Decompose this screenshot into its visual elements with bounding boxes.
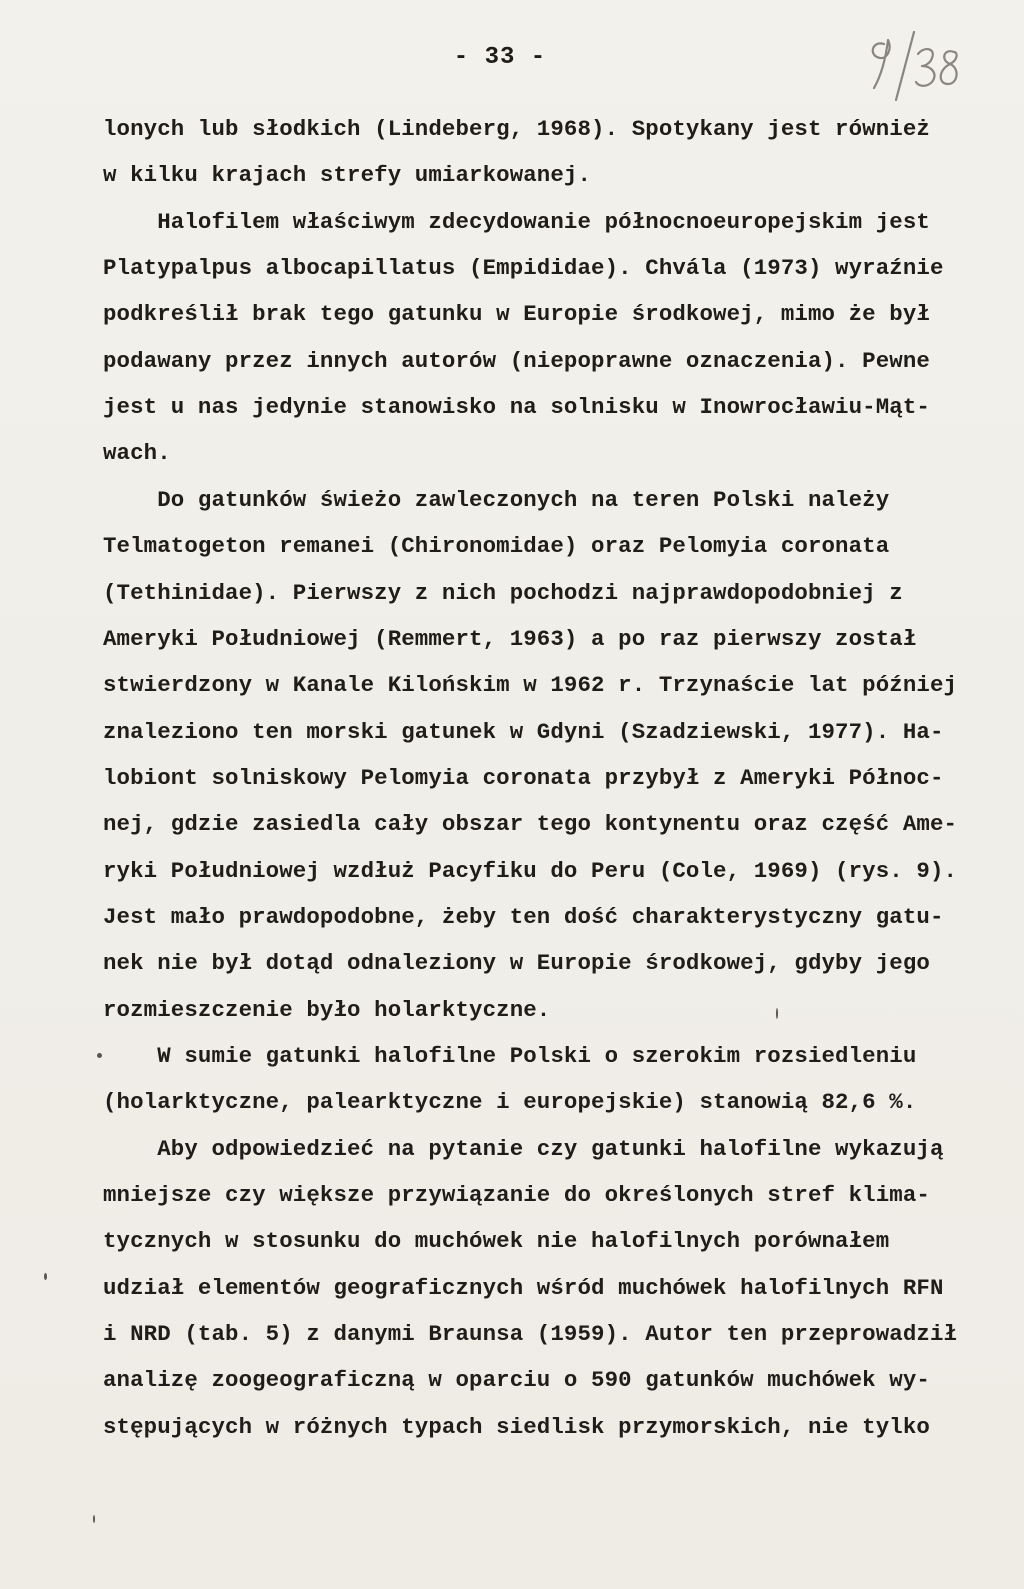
text-line: jest u nas jedynie stanowisko na solnisku w Inowrocławiu-Mąt- (103, 394, 930, 420)
page-number: - 33 - (453, 44, 547, 71)
text-line: nek nie był dotąd odnaleziony w Europie środkowej, gdyby jego (103, 950, 930, 976)
text-line: znaleziono ten morski gatunek w Gdyni (Szadziewski, 1977). Ha- (103, 719, 944, 745)
text-line: Jest mało prawdopodobne, żeby ten dość charakterystyczny gatu- (103, 904, 944, 930)
text-line: analizę zoogeograficzną w oparciu o 590 gatunków muchówek wy- (103, 1367, 930, 1393)
text-line: podkreślił brak tego gatunku w Europie środkowej, mimo że był (103, 301, 930, 327)
text-line: (holarktyczne, palearktyczne i europejskie) stanowią 82,6 %. (103, 1089, 917, 1115)
text-line: podawany przez innych autorów (niepoprawne oznaczenia). Pewne (103, 348, 930, 374)
text-line: lonych lub słodkich (Lindeberg, 1968). Spotykany jest również (103, 116, 930, 142)
text-line: Telmatogeton remanei (Chironomidae) oraz Pelomyia coronata (103, 533, 890, 559)
text-line: udział elementów geograficznych wśród muchówek halofilnych RFN (103, 1275, 944, 1301)
text-line: Ameryki Południowej (Remmert, 1963) a po raz pierwszy został (103, 626, 917, 652)
scan-speck (44, 1273, 47, 1280)
text-line: mniejsze czy większe przywiązanie do określonych stref klima- (103, 1182, 930, 1208)
handwritten-page-mark (862, 26, 972, 102)
text-line: nej, gdzie zasiedla cały obszar tego kontynentu oraz część Ame- (103, 811, 958, 837)
text-line: ryki Południowej wzdłuż Pacyfiku do Peru (Cole, 1969) (rys. 9). (103, 858, 958, 884)
scan-speck (93, 1515, 95, 1523)
text-line: (Tethinidae). Pierwszy z nich pochodzi najprawdopodobniej z (103, 580, 903, 606)
text-line: Aby odpowiedzieć na pytanie czy gatunki halofilne wykazują (103, 1136, 944, 1162)
text-line: Platypalpus albocapillatus (Empididae). Chvála (1973) wyraźnie (103, 255, 944, 281)
text-line: w kilku krajach strefy umiarkowanej. (103, 162, 592, 188)
scan-speck (776, 1008, 778, 1019)
text-line: Do gatunków świeżo zawleczonych na teren Polski należy (103, 487, 890, 513)
text-line: tycznych w stosunku do muchówek nie halofilnych porównałem (103, 1228, 890, 1254)
text-line: lobiont solniskowy Pelomyia coronata przybył z Ameryki Północ- (103, 765, 944, 791)
scan-speck (97, 1053, 102, 1058)
text-line: Halofilem właściwym zdecydowanie północnoeuropejskim jest (103, 209, 930, 235)
text-line: stępujących w różnych typach siedlisk przymorskich, nie tylko (103, 1414, 930, 1440)
text-line: wach. (103, 440, 171, 466)
text-line: rozmieszczenie było holarktyczne. (103, 997, 551, 1023)
text-line: W sumie gatunki halofilne Polski o szerokim rozsiedleniu (103, 1043, 917, 1069)
text-line: stwierdzony w Kanale Kilońskim w 1962 r. Trzynaście lat później (103, 672, 958, 698)
text-line: i NRD (tab. 5) z danymi Braunsa (1959). Autor ten przeprowadził (103, 1321, 958, 1347)
